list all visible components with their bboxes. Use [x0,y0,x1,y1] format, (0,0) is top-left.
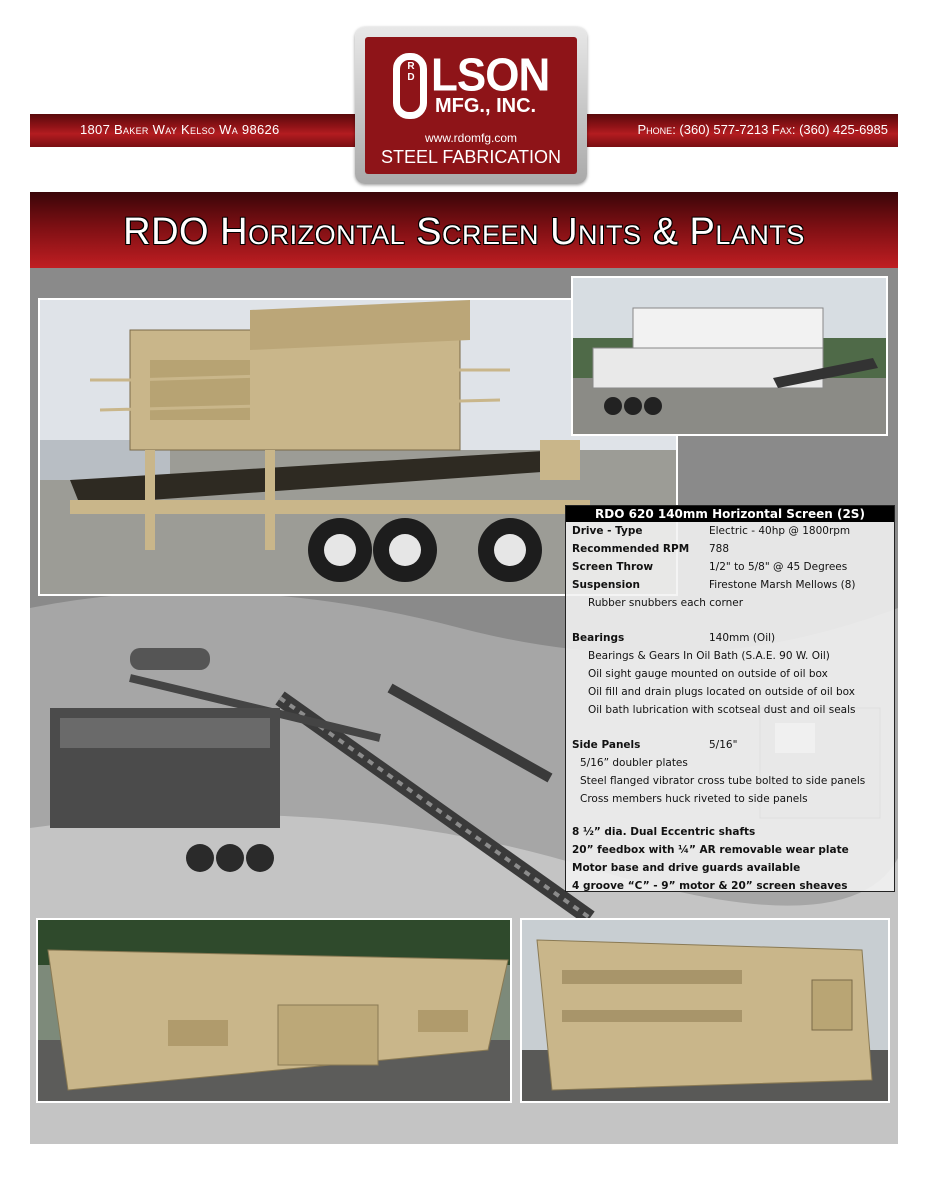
spec-value: Electric - 40hp @ 1800rpm [709,525,851,537]
spec-value: Firestone Marsh Mellows (8) [709,579,856,591]
spec-feature: Motor base and drive guards available [572,862,801,874]
spec-feature: 20” feedbox with ¼” AR removable wear plate [572,844,849,856]
spec-value: 1/2" to 5/8" @ 45 Degrees [709,561,848,573]
spec-value: 788 [709,543,730,555]
spec-title: RDO 620 140mm Horizontal Screen (2S) [566,506,894,522]
spec-label: Screen Throw [572,561,654,573]
photo-white-screen-plant [571,276,888,436]
company-contact: Phone: (360) 577-7213 Fax: (360) 425-6985 [637,122,888,137]
spec-note: Rubber snubbers each corner [588,597,744,609]
spec-note: Cross members huck riveted to side panels [580,793,808,805]
spec-label: Suspension [572,579,640,591]
spec-feature: 4 groove “C” - 9” motor & 20” screen sheaves [572,880,848,892]
spec-note: Oil fill and drain plugs located on outside of oil box [588,686,855,698]
company-logo [355,27,587,184]
company-address: 1807 Baker Way Kelso Wa 98626 [80,122,280,137]
logo-url: www.rdomfg.com [424,131,518,145]
spec-value: 140mm (Oil) [709,632,776,644]
logo-plate [365,37,577,174]
spec-note: Oil sight gauge mounted on outside of oil box [588,668,828,680]
spec-value: 5/16" [709,739,738,751]
spec-note: Steel flanged vibrator cross tube bolted to side panels [580,775,866,787]
spec-note: Bearings & Gears In Oil Bath (S.A.E. 90 W. Oil) [588,650,830,662]
title-bar [30,192,898,268]
logo-mfg: MFG., INC. [435,95,537,117]
spec-note: Oil bath lubrication with scotseal dust and oil seals [588,704,856,716]
photo-screen-unit-end [520,918,890,1103]
logo-tagline: STEEL FABRICATION [380,147,562,167]
spec-note: 5/16” doubler plates [580,757,688,769]
spec-feature: 8 ½” dia. Dual Eccentric shafts [572,826,756,838]
spec-sheet [565,505,895,892]
spec-label: Drive - Type [572,525,643,537]
spec-label: Recommended RPM [572,543,690,555]
spec-label: Side Panels [572,739,641,751]
spec-label: Bearings [572,632,625,644]
page-title: RDO Horizontal Screen Units & Plants [123,211,805,253]
photo-screen-unit-side [36,918,512,1103]
logo-wordmark: LSON [431,49,550,102]
logo-rd-letters: R D [407,61,415,83]
